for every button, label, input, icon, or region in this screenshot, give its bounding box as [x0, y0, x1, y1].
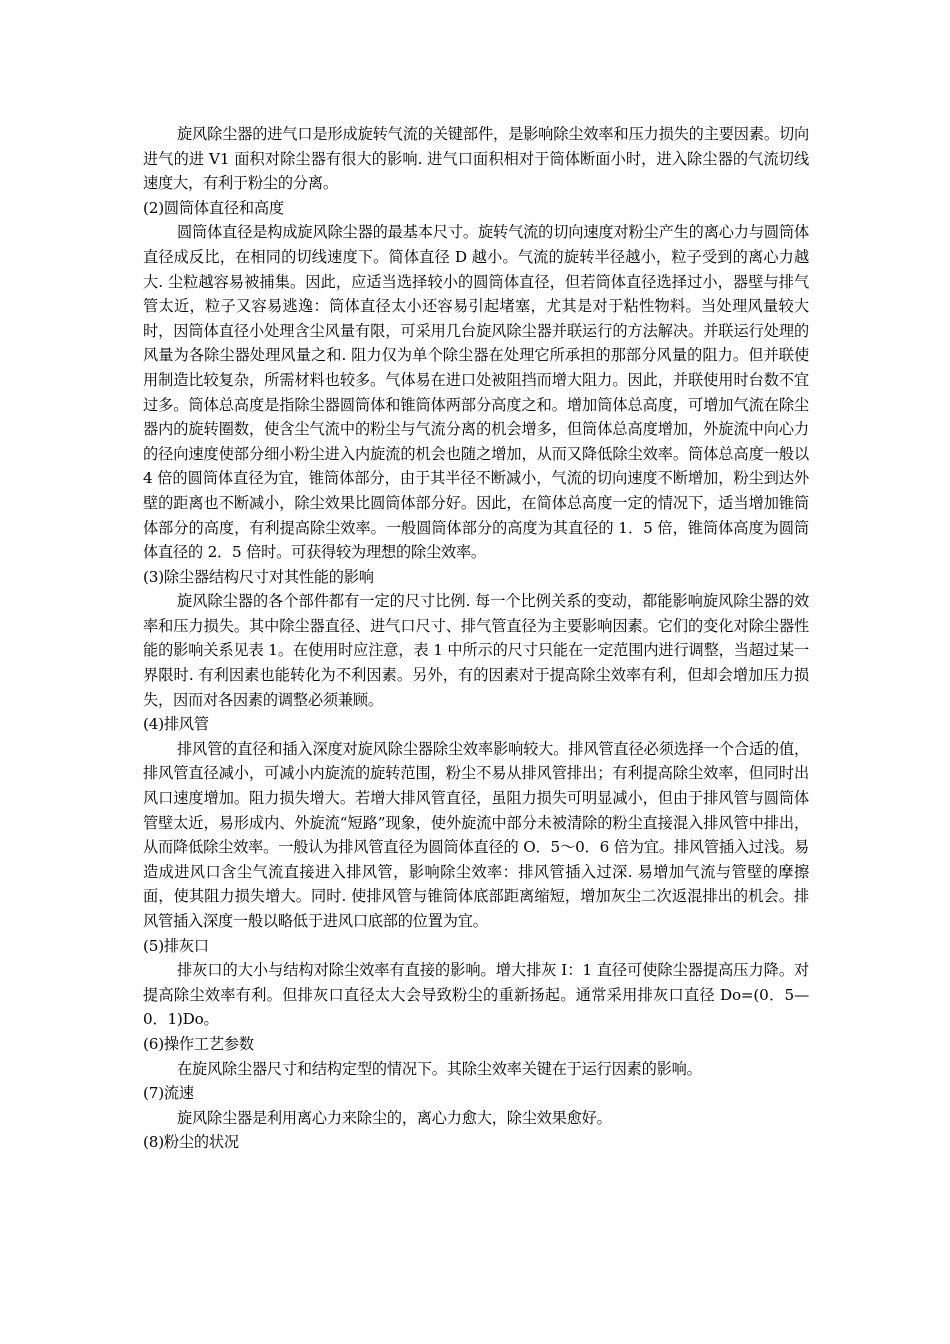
document-body: [143, 122, 809, 1155]
paragraph-flow-velocity: 旋风除尘器是利用离心力来除尘的，离心力愈大，除尘效果愈好。: [177, 1108, 612, 1127]
heading-exhaust-pipe: (4)排风管: [143, 715, 209, 734]
heading-dust-condition: (8)粉尘的状况: [143, 1133, 239, 1152]
heading-cylinder-diameter-height: (2)圆筒体直径和高度: [143, 198, 284, 217]
paragraph-dust-outlet: 排灰口的大小与结构对除尘效率有直接的影响。增大排灰 I：1 直径可使除尘器提高压力降。对提高除尘效率有利。但排灰口直径太大会导致粉尘的重新扬起。通常采用排灰口直径 Do=(0．5—0．1)Do。: [143, 961, 809, 1029]
heading-operating-parameters: (6)操作工艺参数: [143, 1034, 254, 1053]
paragraph-structure-dimensions: 旋风除尘器的各个部件都有一定的尺寸比例. 每一个比例关系的变动，都能影响旋风除尘器的效率和压力损失。其中除尘器直径、进气口尺寸、排气管直径为主要影响因素。它们的变化对除尘器性能的影响关系见表 1。在使用时应注意，表 1 中所示的尺寸只能在一定范围内进行调整，当超过某一界限时. 有利因素也能转化为不利因素。另外，有的因素对于提高除尘效率有利，但却会增加压力损失，因而对各因素的调整必须兼顾。: [143, 592, 809, 709]
heading-structure-dimensions: (3)除尘器结构尺寸对其性能的影响: [143, 567, 374, 586]
paragraph-exhaust-pipe: 排风管的直径和插入深度对旋风除尘器除尘效率影响较大。排风管直径必须选择一个合适的值，排风管直径减小，可减小内旋流的旋转范围，粉尘不易从排风管排出；有利提高除尘效率，但同时出风口速度增加。阻力损失增大。若增大排风管直径，虽阻力损失可明显减小，但由于排风管与圆筒体管壁太近，易形成内、外旋流“短路”现象，使外旋流中部分未被清除的粉尘直接混入排风管中排出，从而降低除尘效率。一般认为排风管直径为圆筒体直径的 O．5～0．6 倍为宜。排风管插入过浅。易造成进风口含尘气流直接进入排风管，影响除尘效率：排风管插入过深. 易增加气流与管壁的摩擦面，使其阻力损失增大。同时. 使排风管与锥筒体底部距离缩短，增加灰尘二次返混排出的机会。排风管插入深度一般以略低于进风口底部的位置为宜。: [143, 739, 809, 930]
heading-dust-outlet: (5)排灰口: [143, 936, 209, 955]
heading-flow-velocity: (7)流速: [143, 1084, 194, 1103]
paragraph-inlet: 旋风除尘器的进气口是形成旋转气流的关键部件，是影响除尘效率和压力损失的主要因素。切向进气的进 V1 面积对除尘器有很大的影响. 进气口面积相对于筒体断面小时，进入除尘器的气流切线速度大，有利于粉尘的分离。: [143, 125, 809, 193]
paragraph-cylinder-diameter-height: 圆筒体直径是构成旋风除尘器的最基本尺寸。旋转气流的切向速度对粉尘产生的离心力与圆筒体直径成反比，在相同的切线速度下。简体直径 D 越小。气流的旋转半径越小，粒子受到的离心力越大. 尘粒越容易被捕集。因此，应适当选择较小的圆筒体直径，但若筒体直径选择过小，器壁与排气管太近，粒子又容易逃逸：筒体直径太小还容易引起堵塞，尤其是对于粘性物料。当处理风量较大时，因筒体直径小处理含尘风量有限，可采用几台旋风除尘器并联运行的方法解决。并联运行处理的风量为各除尘器处理风量之和. 阻力仅为单个除尘器在处理它所承担的那部分风量的阻力。但并联使用制造比较复杂，所需材料也较多。气体易在进口处被阻挡而增大阻力。因此，并联使用时台数不宜过多。筒体总高度是指除尘器圆筒体和锥筒体两部分高度之和。增加筒体总高度，可增加气流在除尘器内的旋转圈数，使含尘气流中的粉尘与气流分离的机会增多，但筒体总高度增加，外旋流中向心力的径向速度使部分细小粉尘进入内旋流的机会也随之增加，从而又降低除尘效率。筒体总高度一般以 4 倍的圆筒体直径为宜，锥筒体部分，由于其半径不断减小，气流的切向速度不断增加，粉尘到达外壁的距离也不断减小，除尘效果比圆筒体部分好。因此，在简体总高度一定的情况下，适当增加锥筒体部分的高度，有利提高除尘效率。一般圆筒体部分的高度为其直径的 1．5 倍，锥筒体高度为圆筒体直径的 2．5 倍时。可获得较为理想的除尘效率。: [143, 223, 809, 562]
paragraph-operating-parameters: 在旋风除尘器尺寸和结构定型的情况下。其除尘效率关键在于运行因素的影响。: [177, 1059, 702, 1078]
